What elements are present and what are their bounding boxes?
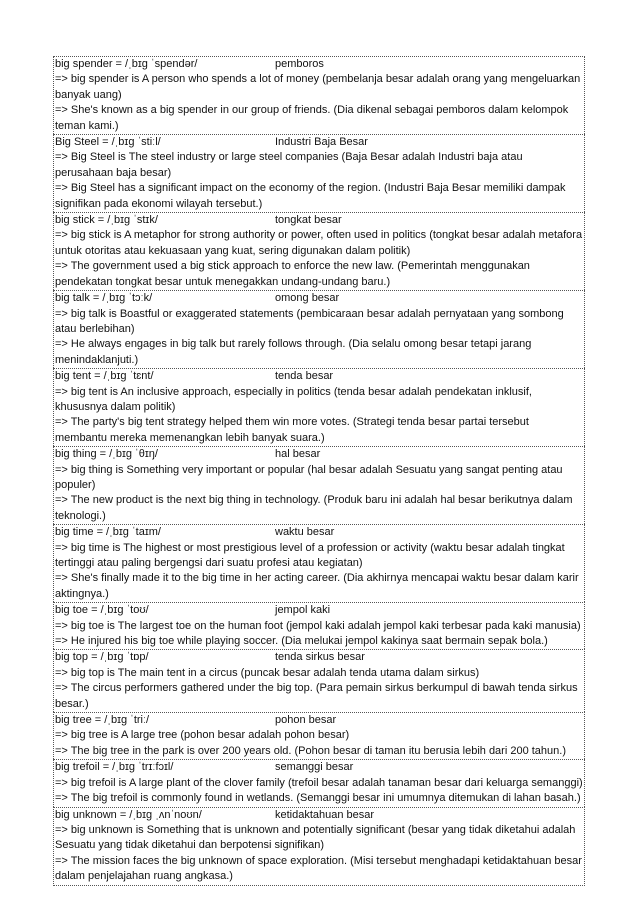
glossary-entry bbox=[53, 649, 585, 712]
entry-heading bbox=[55, 760, 583, 775]
entry-meaning: Industri Baja Besar bbox=[275, 136, 368, 149]
entry-heading bbox=[55, 808, 583, 823]
entry-meaning: semanggi besar bbox=[275, 761, 354, 774]
entry-meaning: waktu besar bbox=[275, 526, 335, 539]
entry-example: => The big trefoil is commonly found in wetlands. (Semanggi besar ini umumnya ditemukan di lahan basah.) bbox=[55, 792, 581, 805]
entry-meaning: tenda besar bbox=[275, 370, 334, 383]
entry-definition: => big time is The highest or most prestigious level of a profession or activity (waktu besar adalah tingkat tertinggi atau paling bergengsi dari suatu profesi atau kegiatan) bbox=[55, 541, 565, 569]
entry-meaning: tenda sirkus besar bbox=[275, 651, 365, 664]
entry-example: => The new product is the next big thing in technology. (Produk baru ini adalah hal besar berikutnya dalam teknologi.) bbox=[55, 494, 573, 522]
entry-definition: => big spender is A person who spends a lot of money (pembelanja besar adalah orang yang mengeluarkan banyak uang) bbox=[55, 73, 581, 101]
entry-definition: => big trefoil is A large plant of the clover family (trefoil besar adalah tanaman besar dari keluarga semanggi) bbox=[55, 776, 583, 789]
glossary-entry bbox=[53, 712, 585, 759]
entry-heading bbox=[55, 135, 583, 150]
glossary-entry bbox=[53, 524, 585, 602]
entry-meaning: pemboros bbox=[275, 58, 324, 70]
entry-heading bbox=[55, 650, 583, 665]
entry-definition: => Big Steel is The steel industry or large steel companies (Baja Besar adalah Industri baja atau perusahaan baja besar) bbox=[55, 151, 523, 179]
entry-term: big tree = /ˌbɪɡ ˈtriː/ bbox=[55, 714, 150, 727]
glossary-entry bbox=[53, 446, 585, 524]
glossary-entry bbox=[53, 807, 585, 886]
entry-term: big stick = /ˌbɪɡ ˈstɪk/ bbox=[55, 214, 158, 227]
glossary-entry bbox=[53, 290, 585, 368]
entry-heading bbox=[55, 57, 583, 72]
entry-heading bbox=[55, 447, 583, 462]
entry-meaning: pohon besar bbox=[275, 714, 337, 727]
entry-term: big toe = /ˌbɪɡ ˈtoʊ/ bbox=[55, 604, 149, 617]
entry-heading bbox=[55, 369, 583, 384]
entry-heading bbox=[55, 291, 583, 306]
entry-heading bbox=[55, 603, 583, 618]
entry-definition: => big thing is Something very important or popular (hal besar adalah Sesuatu yang sangat penting atau populer) bbox=[55, 463, 563, 491]
entry-term: Big Steel = /ˌbɪɡ ˈstiːl/ bbox=[55, 136, 161, 149]
entry-heading bbox=[55, 213, 583, 228]
glossary-entry bbox=[53, 212, 585, 290]
entry-definition: => big tree is A large tree (pohon besar adalah pohon besar) bbox=[55, 729, 350, 742]
entry-example: => He always engages in big talk but rarely follows through. (Dia selalu omong besar tetapi jarang menindaklanjuti.) bbox=[55, 338, 532, 366]
entry-meaning: jempol kaki bbox=[275, 604, 331, 617]
entry-example: => The government used a big stick approach to enforce the new law. (Pemerintah menggunakan pendekatan tongkat besar untuk menegakkan undang-undang baru.) bbox=[55, 260, 530, 288]
entry-heading bbox=[55, 713, 583, 728]
entry-definition: => big talk is Boastful or exaggerated statements (pembicaraan besar adalah pernyataan yang sombong atau berlebihan) bbox=[55, 307, 564, 335]
entry-term: big spender = /ˌbɪɡ ˈspendər/ bbox=[55, 58, 198, 70]
entry-term: big thing = /ˌbɪɡ ˈθɪŋ/ bbox=[55, 448, 158, 461]
entry-meaning: tongkat besar bbox=[275, 214, 342, 227]
entry-example: => She's known as a big spender in our group of friends. (Dia dikenal sebagai pemboros dalam kelompok teman kami.) bbox=[55, 104, 569, 132]
glossary-document bbox=[53, 56, 585, 886]
entry-term: big trefoil = /ˌbɪɡ ˈtrɪːfɔɪl/ bbox=[55, 761, 174, 774]
entry-term: big time = /ˌbɪɡ ˈtaɪm/ bbox=[55, 526, 161, 539]
entry-definition: => big toe is The largest toe on the human foot (jempol kaki adalah jempol kaki terbesar pada kaki manusia) bbox=[55, 619, 581, 632]
entry-meaning: omong besar bbox=[275, 292, 340, 305]
entry-example: => The mission faces the big unknown of space exploration. (Misi tersebut menghadapi ketidaktahuan besar dalam penjelajahan ruang angkasa.) bbox=[55, 854, 582, 883]
entry-definition: => big tent is An inclusive approach, especially in politics (tenda besar adalah pendekatan inklusif, khususnya dalam politik) bbox=[55, 385, 532, 413]
glossary-entry bbox=[53, 602, 585, 649]
glossary-entry bbox=[53, 134, 585, 212]
glossary-entry bbox=[53, 759, 585, 806]
entry-term: big talk = /ˌbɪɡ ˈtɔːk/ bbox=[55, 292, 153, 305]
entry-term: big tent = /ˌbɪɡ ˈtɛnt/ bbox=[55, 370, 154, 383]
entry-example: => He injured his big toe while playing soccer. (Dia melukai jempol kakinya saat bermain sepak bola.) bbox=[55, 635, 548, 648]
entry-example: => She's finally made it to the big time in her acting career. (Dia akhirnya mencapai waktu besar dalam karir aktingnya.) bbox=[55, 572, 579, 600]
entry-example: => The big tree in the park is over 200 years old. (Pohon besar di taman itu berusia lebih dari 200 tahun.) bbox=[55, 744, 566, 757]
entry-example: => Big Steel has a significant impact on the economy of the region. (Industri Baja Besar memiliki dampak signifikan pada ekonomi wilayah tersebut.) bbox=[55, 182, 566, 210]
entry-meaning: hal besar bbox=[275, 448, 321, 461]
entry-definition: => big stick is A metaphor for strong authority or power, often used in politics (tongkat besar adalah metafora untuk otoritas atau kekuasaan yang kuat, sering digunakan dalam politik) bbox=[55, 229, 583, 257]
entry-example: => The party's big tent strategy helped them win more votes. (Strategi tenda besar partai tersebut membantu mereka memenangkan lebih banyak suara.) bbox=[55, 416, 529, 444]
entry-definition: => big unknown is Something that is unknown and potentially significant (besar yang tidak diketahui adalah Sesuatu yang tidak diketahui dan berpotensi signifikan) bbox=[55, 823, 576, 852]
entry-heading bbox=[55, 525, 583, 540]
entry-term: big unknown = /ˌbɪɡ ˌʌnˈnoʊn/ bbox=[55, 808, 202, 821]
entry-definition: => big top is The main tent in a circus (puncak besar adalah tenda utama dalam sirkus) bbox=[55, 666, 480, 679]
entry-term: big top = /ˌbɪɡ ˈtɒp/ bbox=[55, 651, 149, 664]
entry-example: => The circus performers gathered under the big top. (Para pemain sirkus berkumpul di bawah tenda sirkus besar.) bbox=[55, 682, 578, 710]
glossary-entry bbox=[53, 368, 585, 446]
entry-meaning: ketidaktahuan besar bbox=[275, 808, 375, 821]
glossary-entry bbox=[53, 56, 585, 134]
